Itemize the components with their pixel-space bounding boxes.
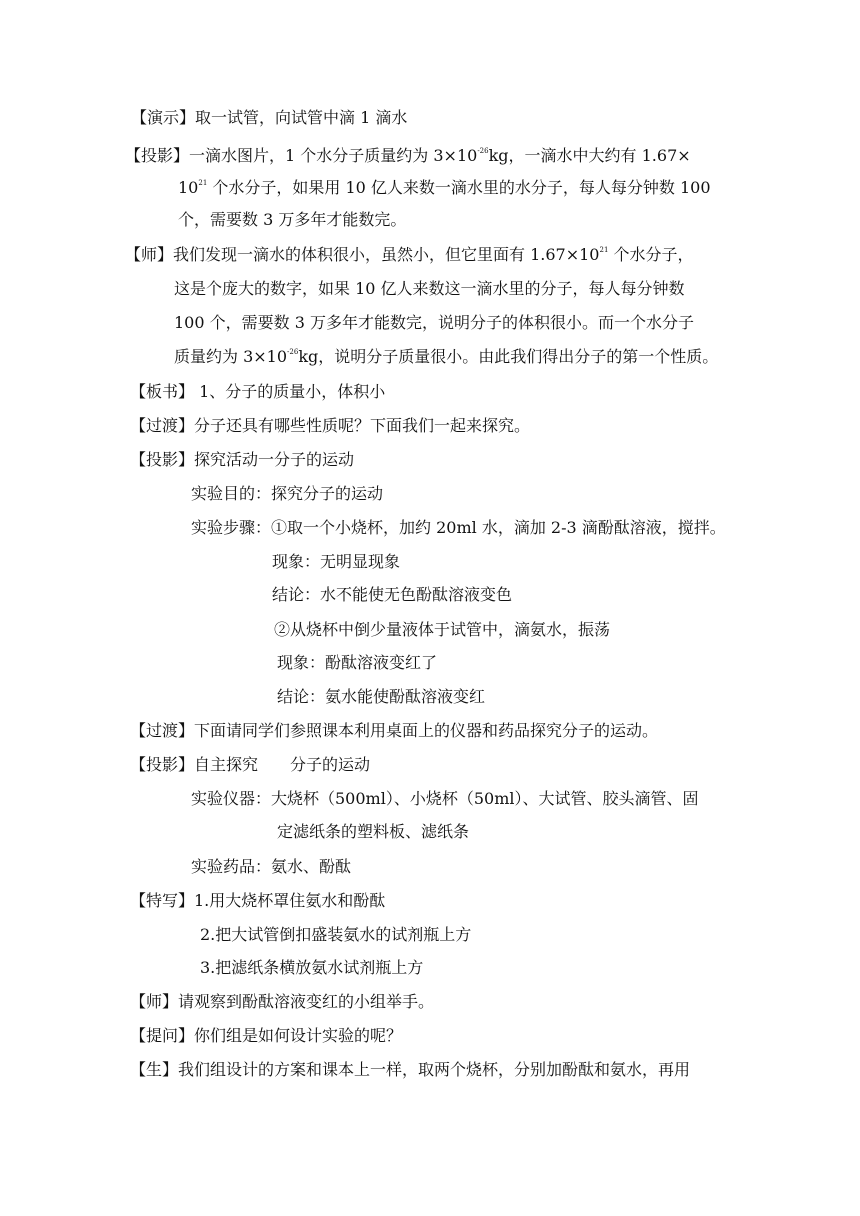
- instruments-text-1: 实验仪器：大烧杯（500ml）、小烧杯（50ml）、大试管、胶头滴管、固: [191, 789, 699, 808]
- exponent: 21: [198, 179, 208, 187]
- instruments-text-2: 定滤纸条的塑料板、滤纸条: [277, 822, 470, 841]
- demo-line: [131, 108, 407, 128]
- conclusion-text-1: 结论：水不能使无色酚酞溶液变色: [272, 585, 513, 604]
- closeup-text-3: 3.把滤纸条横放氨水试剂瓶上方: [200, 958, 424, 977]
- instruments-line-2: [277, 822, 469, 842]
- step-2-line: [274, 620, 610, 640]
- board-text: 【板书】 1、分子的质量小，体积小: [130, 382, 386, 401]
- projection-text-2a: 10: [178, 178, 199, 197]
- step-2-text: ②从烧杯中倒少量液体于试管中，滴氨水，振荡: [274, 620, 611, 639]
- reagents-line: [191, 857, 351, 877]
- exponent: -26: [477, 147, 489, 155]
- teacher-text-1a: 【师】我们发现一滴水的体积很小，虽然小，但它里面有 1.67×10: [125, 245, 600, 264]
- projection-explore-text: 【投影】自主探究 分子的运动: [130, 755, 371, 774]
- experiment-steps-text: 实验步骤：①取一个小烧杯，加约 20ml 水，滴加 2-3 滴酚酞溶液，搅拌。: [191, 518, 726, 537]
- projection-text-1b: kg，一滴水中大约有 1.67×: [488, 146, 691, 165]
- teacher-text-4b: kg，说明分子质量很小。由此我们得出分子的第一个性质。: [298, 347, 719, 366]
- board-line: [130, 382, 385, 402]
- teacher-raise-hands-text: 【师】请观察到酚酞溶液变红的小组举手。: [130, 992, 435, 1011]
- teacher-raise-hands-line: [130, 992, 434, 1012]
- instruments-line-1: [191, 789, 698, 809]
- teacher-text-1b: 个水分子，: [608, 245, 694, 264]
- transition-line-2: [130, 721, 658, 741]
- projection-text-3: 个，需要数 3 万多年才能数完。: [178, 210, 407, 229]
- teacher-line-2: [174, 279, 685, 299]
- projection-explore-line: [130, 755, 370, 775]
- projection-activity-line: [130, 450, 354, 470]
- question-text: 【提问】你们组是如何设计实验的呢？: [130, 1026, 403, 1045]
- exponent: 21: [599, 246, 609, 254]
- conclusion-text-2: 结论：氨水能使酚酞溶液变红: [277, 687, 486, 706]
- teacher-line-1: [125, 245, 694, 268]
- closeup-line-2: [200, 925, 471, 945]
- projection-line-3: [178, 210, 406, 230]
- closeup-line-1: [130, 891, 385, 911]
- projection-activity-text: 【投影】探究活动一分子的运动: [130, 450, 355, 469]
- exponent: -26: [287, 348, 299, 356]
- projection-text-2b: 个水分子，如果用 10 亿人来数一滴水里的水分子，每人每分钟数 100: [207, 178, 711, 197]
- conclusion-line-2: [277, 687, 485, 707]
- student-text: 【生】我们组设计的方案和课本上一样，取两个烧杯，分别加酚酞和氨水，再用: [130, 1060, 691, 1079]
- transition-text-2: 【过渡】下面请同学们参照课本利用桌面上的仪器和药品探究分子的运动。: [130, 721, 659, 740]
- student-line: [130, 1060, 690, 1080]
- closeup-line-3: [200, 958, 423, 978]
- projection-line-2: [178, 178, 711, 201]
- teacher-text-3: 100 个，需要数 3 万多年才能数完，说明分子的体积很小。而一个水分子: [174, 313, 694, 332]
- phenomenon-text-2: 现象：酚酞溶液变红了: [277, 653, 438, 672]
- teacher-line-3: [174, 313, 694, 333]
- experiment-steps-line: [191, 518, 726, 538]
- transition-line-1: [130, 416, 530, 436]
- phenomenon-line-1: [272, 552, 400, 572]
- teacher-text-2: 这是个庞大的数字，如果 10 亿人来数这一滴水里的分子，每人每分钟数: [174, 279, 685, 298]
- phenomenon-line-2: [277, 653, 437, 673]
- teacher-line-4: [174, 347, 718, 370]
- question-line: [130, 1026, 402, 1046]
- projection-line-1: [125, 146, 691, 169]
- teacher-text-4a: 质量约为 3×10: [174, 347, 288, 366]
- closeup-text-1: 【特写】1.用大烧杯罩住氨水和酚酞: [130, 891, 386, 910]
- projection-text-1a: 【投影】一滴水图片，1 个水分子质量约为 3×10: [125, 146, 478, 165]
- reagents-text: 实验药品：氨水、酚酞: [191, 857, 352, 876]
- experiment-purpose-text: 实验目的：探究分子的运动: [191, 484, 384, 503]
- transition-text-1: 【过渡】分子还具有哪些性质呢？下面我们一起来探究。: [130, 416, 531, 435]
- experiment-purpose-line: [191, 484, 383, 504]
- closeup-text-2: 2.把大试管倒扣盛装氨水的试剂瓶上方: [200, 925, 472, 944]
- conclusion-line-1: [272, 585, 512, 605]
- phenomenon-text-1: 现象：无明显现象: [272, 552, 401, 571]
- demo-text: 【演示】取一试管，向试管中滴 1 滴水: [131, 108, 408, 127]
